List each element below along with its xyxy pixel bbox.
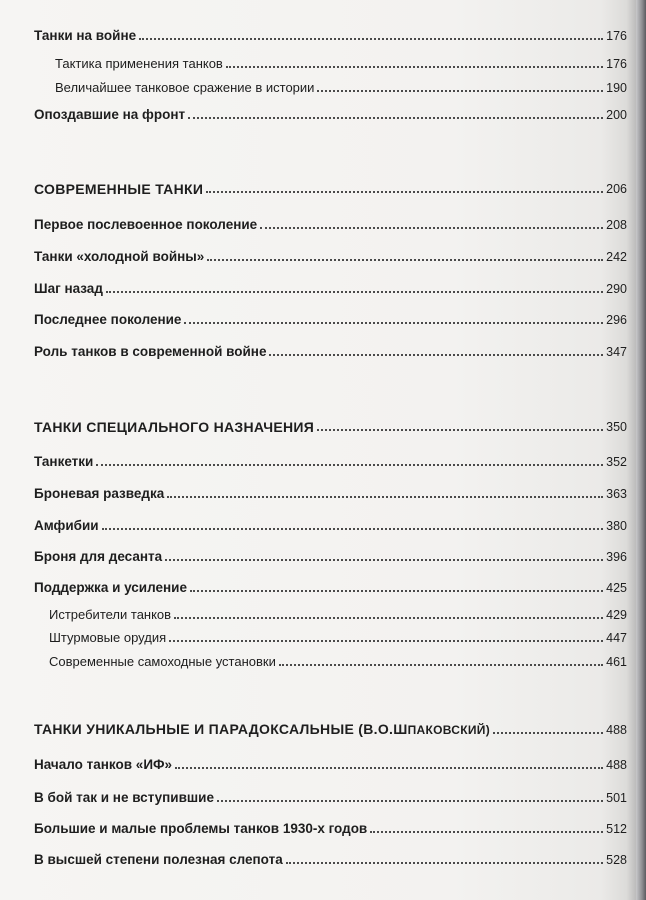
dot-leader — [207, 259, 603, 261]
toc-entry-title: Тактика применения танков — [55, 56, 223, 71]
dot-leader — [174, 617, 603, 619]
toc-entry — [0, 626, 627, 646]
toc-entry — [0, 76, 627, 96]
toc-entry-title: Танки на войне — [34, 28, 137, 43]
toc-entry-page: 512 — [606, 822, 627, 836]
dot-leader — [317, 90, 603, 92]
dot-leader — [279, 664, 603, 666]
toc-entry-title: Поддержка и усиление — [34, 580, 187, 595]
toc-entry-page: 352 — [606, 455, 627, 469]
toc-entry — [0, 545, 627, 565]
dot-leader — [96, 464, 603, 466]
toc-entry — [0, 245, 627, 265]
toc-section-title-main: ТАНКИ УНИКАЛЬНЫЕ И ПАРАДОКСАЛЬНЫЕ (В.О.Ш — [34, 721, 408, 737]
toc-entry-title: Танки «холодной войны» — [34, 249, 205, 264]
dot-leader — [206, 191, 603, 193]
toc-entry — [0, 753, 627, 773]
toc-entry — [0, 308, 627, 328]
dot-leader — [188, 117, 603, 119]
toc-entry-page: 396 — [606, 550, 627, 564]
toc-entry — [0, 650, 627, 670]
toc-entry-page: 176 — [606, 57, 627, 71]
toc-entry-page: 200 — [606, 108, 627, 122]
toc-entry — [0, 514, 627, 534]
toc-entry-page: 296 — [606, 313, 627, 327]
toc-section-title-small: ПАКОВСКИЙ) — [407, 723, 490, 737]
dot-leader — [165, 559, 603, 561]
toc-entry — [0, 786, 627, 806]
toc-entry-title: Большие и малые проблемы танков 1930-х годов — [34, 821, 368, 836]
toc-entry-page: 363 — [606, 487, 627, 501]
toc-entry — [0, 450, 627, 470]
toc-entry-page: 208 — [606, 218, 627, 232]
toc-entry-title: В высшей степени полезная слепота — [34, 852, 283, 867]
toc-section-title — [34, 721, 493, 738]
toc-entry-title: Опоздавшие на фронт — [34, 107, 186, 122]
toc-entry-title: Штурмовые орудия — [49, 630, 167, 645]
toc-entry-title: Величайшее танковое сражение в истории — [55, 80, 315, 95]
dot-leader — [370, 831, 603, 833]
toc-entry — [0, 52, 627, 72]
toc-entry-page: 447 — [606, 631, 627, 645]
toc-entry-title: Амфибии — [34, 518, 99, 533]
toc-entry-title: Современные самоходные установки — [49, 654, 276, 669]
dot-leader — [139, 38, 603, 40]
toc-section-title: СОВРЕМЕННЫЕ ТАНКИ — [34, 181, 204, 197]
toc-section-heading — [0, 415, 627, 435]
toc-entry — [0, 817, 627, 837]
dot-leader — [184, 322, 603, 324]
toc-entry-page: 501 — [606, 791, 627, 805]
dot-leader — [269, 354, 603, 356]
dot-leader — [190, 590, 603, 592]
dot-leader — [317, 429, 603, 431]
toc-entry-page: 488 — [606, 758, 627, 772]
toc-entry-page: 380 — [606, 519, 627, 533]
toc-entry — [0, 103, 627, 123]
toc-entry-title: Броня для десанта — [34, 549, 163, 564]
toc-entry-title: Последнее поколение — [34, 312, 182, 327]
toc-entry — [0, 848, 627, 868]
toc-entry-page: 206 — [606, 182, 627, 196]
toc-entry — [0, 24, 627, 44]
toc-entry-page: 425 — [606, 581, 627, 595]
toc-entry — [0, 340, 627, 360]
toc-entry — [0, 603, 627, 623]
toc-entry — [0, 482, 627, 502]
toc-entry-page: 488 — [606, 723, 627, 737]
toc-entry-page: 190 — [606, 81, 627, 95]
toc-entry-page: 461 — [606, 655, 627, 669]
dot-leader — [217, 800, 603, 802]
toc-entry-title: В бой так и не вступившие — [34, 790, 214, 805]
toc-entry-title: Истребители танков — [49, 607, 172, 622]
dot-leader — [167, 496, 603, 498]
book-spine-edge — [636, 0, 646, 900]
dot-leader — [226, 66, 603, 68]
toc-entry-title: Роль танков в современной войне — [34, 344, 267, 359]
toc-entry-page: 528 — [606, 853, 627, 867]
dot-leader — [102, 528, 604, 530]
toc-entry-title: Начало танков «ИФ» — [34, 757, 173, 772]
toc-entry — [0, 277, 627, 297]
dot-leader — [493, 732, 603, 734]
toc-section-title: ТАНКИ СПЕЦИАЛЬНОГО НАЗНАЧЕНИЯ — [34, 419, 315, 435]
toc-section-heading — [0, 177, 627, 197]
toc-entry-page: 347 — [606, 345, 627, 359]
toc-entry — [0, 576, 627, 596]
dot-leader — [260, 227, 603, 229]
toc-section-heading — [0, 718, 627, 738]
dot-leader — [175, 767, 603, 769]
dot-leader — [169, 640, 603, 642]
toc-entry-page: 176 — [606, 29, 627, 43]
dot-leader — [106, 291, 603, 293]
toc-entry-page: 242 — [606, 250, 627, 264]
toc-entry-page: 429 — [606, 608, 627, 622]
toc-entry — [0, 213, 627, 233]
dot-leader — [286, 862, 603, 864]
toc-entry-title: Танкетки — [34, 454, 94, 469]
toc-entry-title: Броневая разведка — [34, 486, 165, 501]
toc-entry-title: Первое послевоенное поколение — [34, 217, 258, 232]
toc-entry-title: Шаг назад — [34, 281, 103, 296]
toc-entry-page: 290 — [606, 282, 627, 296]
toc-entry-page: 350 — [606, 420, 627, 434]
